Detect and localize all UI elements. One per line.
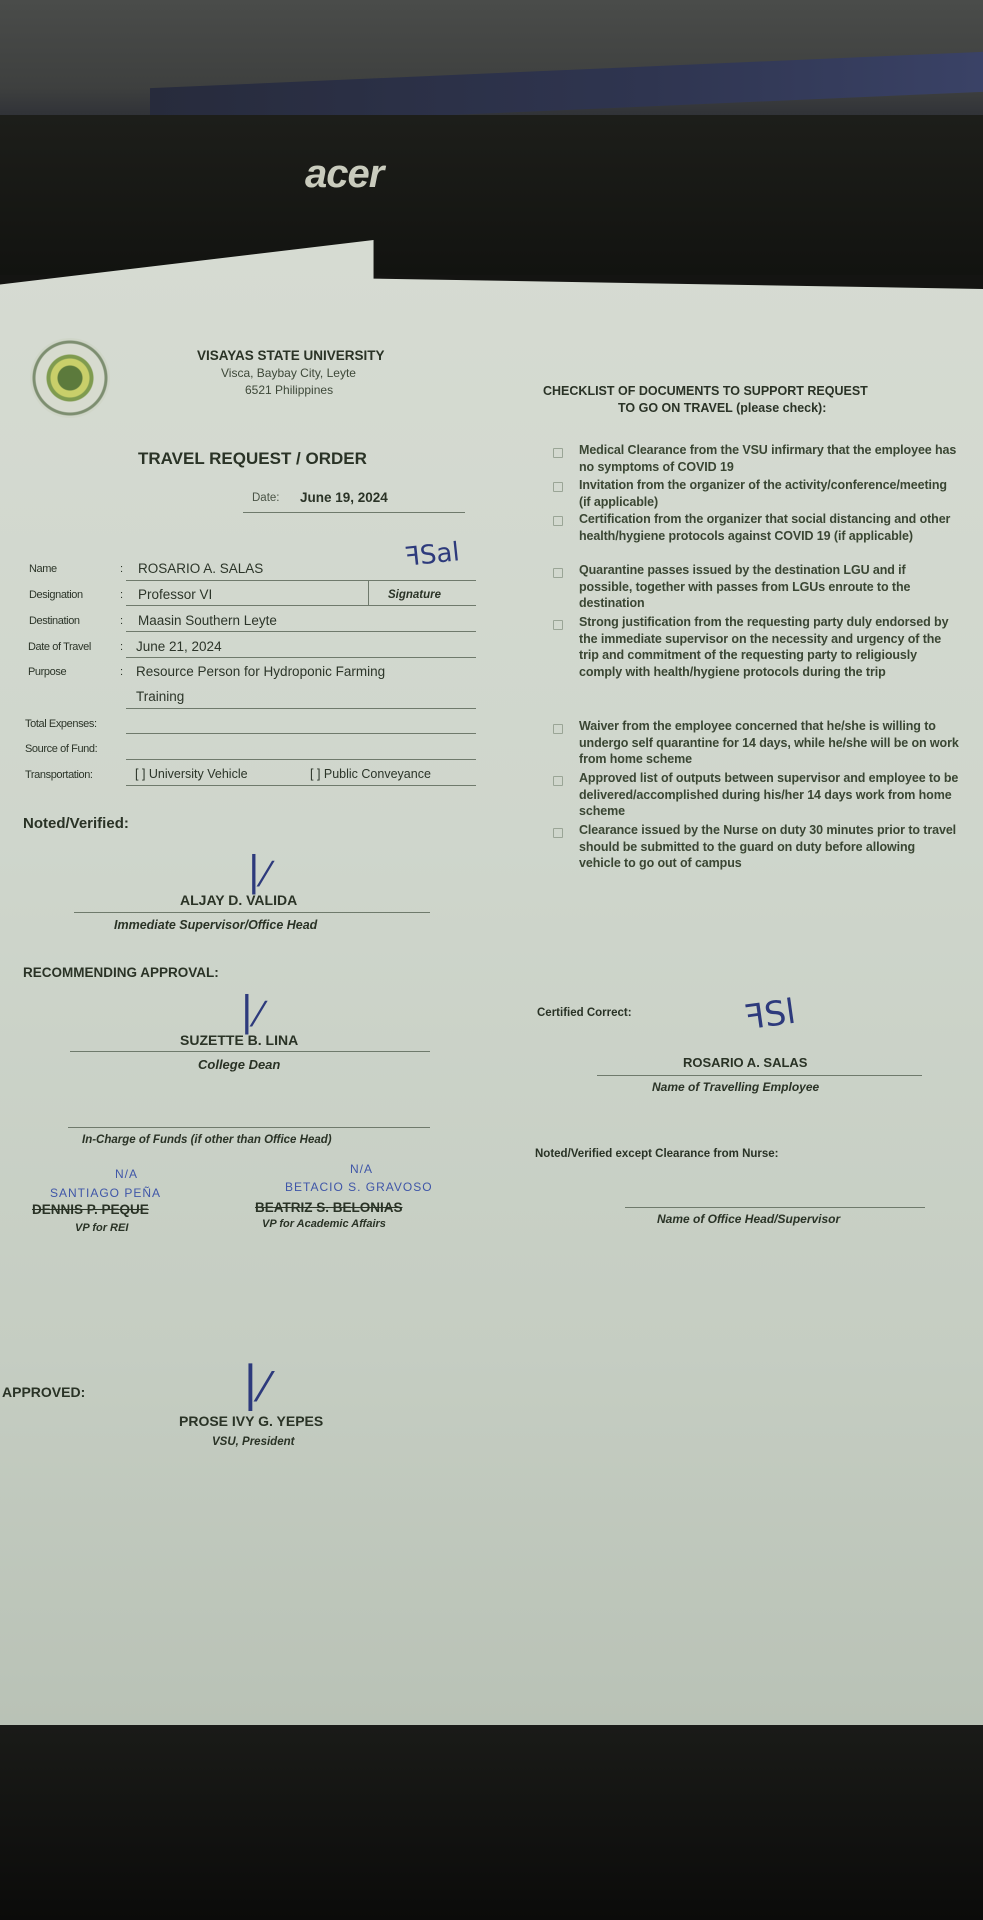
vp-rei-handwritten-name: SANTIAGO PEÑA xyxy=(50,1186,162,1200)
checkbox-waiver[interactable] xyxy=(553,724,563,734)
date-value: June 19, 2024 xyxy=(300,490,388,505)
checklist-item: Clearance issued by the Nurse on duty 30 minutes prior to travel should be submitted to the guard on duty before allowing vehicle to go out of campus xyxy=(579,823,957,871)
checkbox-invitation[interactable] xyxy=(553,482,563,492)
employee-signature: ꟻSl xyxy=(742,991,799,1039)
vp-rei-role: VP for REI xyxy=(75,1222,129,1234)
checklist-item: Waiver from the employee concerned that he/she is willing to undergo self quarantine for 14 days, while he/she will be on work from home scheme xyxy=(579,719,959,767)
checkbox-approved-outputs[interactable] xyxy=(553,776,563,786)
vp-aa-handwritten-name: BETACIO S. GRAVOSO xyxy=(285,1180,433,1194)
applicant-signature: ꟻSal xyxy=(403,537,462,573)
president-signature: ⎮⁄ xyxy=(240,1365,268,1411)
noted-verified-label: Noted/Verified: xyxy=(23,815,129,832)
checklist-item: Strong justification from the requesting party duly endorsed by the immediate supervisor on the necessity and urgency of the trip and commitment of the requesting party to religiously comply with health/hygiene protocols during the trip xyxy=(579,615,949,679)
purpose-value-cont: Training xyxy=(136,689,185,704)
employee-name: ROSARIO A. SALAS xyxy=(683,1055,808,1070)
supervisor-role: Immediate Supervisor/Office Head xyxy=(114,918,318,932)
university-name: VISAYAS STATE UNIVERSITY xyxy=(197,348,385,363)
president-name: PROSE IVY G. YEPES xyxy=(179,1413,324,1429)
destination-value: Maasin Southern Leyte xyxy=(138,613,277,628)
checklist-title-line1: CHECKLIST OF DOCUMENTS TO SUPPORT REQUEST xyxy=(543,384,868,398)
vp-rei-na-note: N/A xyxy=(115,1167,139,1181)
checklist-item: Approved list of outputs between supervisor and employee to be delivered/accomplished during his/her 14 days work from home scheme xyxy=(579,771,959,819)
checklist-item: Medical Clearance from the VSU infirmary that the employee has no symptoms of COVID 19 xyxy=(579,443,957,474)
transport-public-conveyance[interactable]: [ ] Public Conveyance xyxy=(310,767,431,781)
supervisor-name: ALJAY D. VALIDA xyxy=(180,892,298,908)
approved-label: APPROVED: xyxy=(2,1384,86,1400)
checkbox-strong-justification[interactable] xyxy=(553,620,563,630)
date-label: Date: xyxy=(252,492,280,504)
purpose-value: Resource Person for Hydroponic Farming xyxy=(136,664,386,679)
checklist-item: Invitation from the organizer of the activity/conference/meeting (if applicable) xyxy=(579,478,947,509)
checkbox-certification[interactable] xyxy=(553,516,563,526)
president-role: VSU, President xyxy=(212,1436,295,1448)
checklist-item: Quarantine passes issued by the destination LGU and if possible, together with passes from LGUs enroute to the destination xyxy=(579,563,911,611)
checklist-item: Certification from the organizer that social distancing and other health/hygiene protocols against COVID 19 (if applicable) xyxy=(579,512,951,543)
employee-role: Name of Travelling Employee xyxy=(652,1080,820,1094)
checklist-title-line2: TO GO ON TRAVEL (please check): xyxy=(618,401,827,415)
transport-university-vehicle[interactable]: [ ] University Vehicle xyxy=(135,767,248,781)
signature-label: Signature xyxy=(388,589,442,601)
university-seal-icon xyxy=(30,338,110,418)
name-value: ROSARIO A. SALAS xyxy=(138,561,264,576)
laptop-logo: acer xyxy=(305,152,384,196)
office-head-role: Name of Office Head/Supervisor xyxy=(657,1212,841,1226)
funds-role: In-Charge of Funds (if other than Office Head) xyxy=(82,1134,332,1146)
checkbox-medical-clearance[interactable] xyxy=(553,448,563,458)
vp-aa-na-note: N/A xyxy=(350,1162,374,1176)
certified-correct-label: Certified Correct: xyxy=(537,1007,632,1019)
recommending-approval-label: RECOMMENDING APPROVAL: xyxy=(23,965,219,980)
vp-aa-role: VP for Academic Affairs xyxy=(262,1218,386,1230)
vp-aa-name: BEATRIZ S. BELONIAS xyxy=(255,1200,403,1215)
laptop-bezel xyxy=(0,115,983,275)
form-title: TRAVEL REQUEST / ORDER xyxy=(138,449,367,468)
checkbox-quarantine-passes[interactable] xyxy=(553,568,563,578)
desk-surface xyxy=(0,1725,983,1920)
travel-date-value: June 21, 2024 xyxy=(136,639,222,654)
checkbox-nurse-clearance[interactable] xyxy=(553,828,563,838)
designation-value: Professor VI xyxy=(138,587,213,602)
dean-name: SUZETTE B. LINA xyxy=(180,1032,299,1048)
address-line1: Visca, Baybay City, Leyte xyxy=(221,366,356,380)
noted-except-label: Noted/Verified except Clearance from Nurse: xyxy=(535,1148,779,1160)
vp-rei-name: DENNIS P. PEQUE xyxy=(32,1202,149,1217)
dean-role: College Dean xyxy=(198,1057,281,1072)
dean-signature: ⎮⁄ xyxy=(238,995,262,1035)
address-line2: 6521 Philippines xyxy=(245,383,334,397)
supervisor-signature: ⎮⁄ xyxy=(245,855,269,895)
